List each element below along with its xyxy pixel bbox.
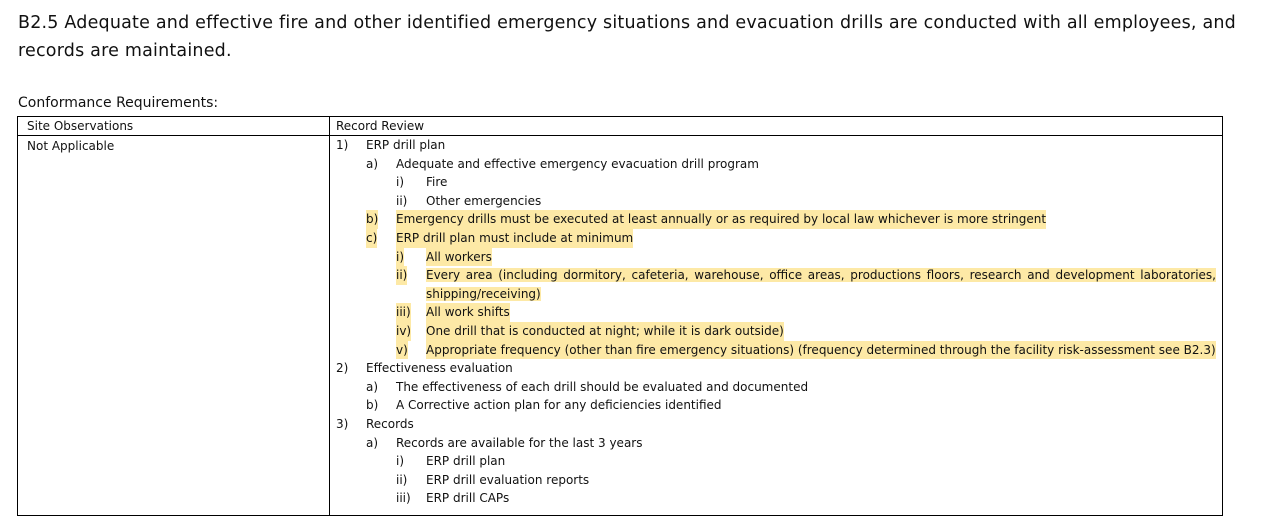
list-marker: ii) <box>396 472 408 487</box>
list-marker: 3) <box>336 416 349 431</box>
list-item <box>336 173 1216 192</box>
list-marker: ii) <box>396 193 408 208</box>
list-marker: 1) <box>336 138 349 152</box>
list-text: A Corrective action plan for any deficiencies identified <box>396 398 722 413</box>
list-text: All workers <box>426 248 492 267</box>
list-marker: iii) <box>396 303 411 322</box>
list-marker: a) <box>366 435 379 450</box>
list-marker: b) <box>366 210 378 229</box>
list-item <box>336 489 1216 508</box>
list-text-content: Every area (including dormitory, cafeteria, warehouse, office areas, productions floors, research and development laboratories, shipping/receiving) <box>426 268 1216 301</box>
list-text: Appropriate frequency (other than fire emergency situations) (frequency determined through the facility risk-assessment see B2.3) <box>426 341 1216 360</box>
list-item <box>336 471 1216 490</box>
list-marker: v) <box>396 341 408 360</box>
list-text: Records are available for the last 3 years <box>396 435 643 450</box>
list-marker: b) <box>366 398 379 413</box>
list-marker: a) <box>366 379 379 394</box>
column-divider <box>329 117 330 515</box>
list-marker: i) <box>396 248 404 267</box>
list-text: Adequate and effective emergency evacuation drill program <box>396 156 759 171</box>
record-review-list <box>336 136 1216 508</box>
list-text: ERP drill plan <box>366 138 446 152</box>
list-text: Records <box>366 416 414 431</box>
list-marker: i) <box>396 175 405 190</box>
site-observations-value: Not Applicable <box>27 139 115 153</box>
list-text: The effectiveness of each drill should be evaluated and documented <box>396 379 809 394</box>
list-marker: 2) <box>336 361 349 376</box>
list-item-highlighted <box>336 266 1216 303</box>
list-item-highlighted <box>336 303 1216 322</box>
list-text: Other emergencies <box>426 193 542 208</box>
list-item-highlighted <box>336 229 1216 248</box>
site-observations-header: Site Observations <box>27 119 134 133</box>
list-item-highlighted <box>336 322 1216 341</box>
list-item <box>336 359 1216 378</box>
list-item <box>336 434 1216 453</box>
list-item <box>336 396 1216 415</box>
list-text: ERP drill plan <box>426 454 506 469</box>
conformance-requirements-title: Conformance Requirements: <box>18 95 219 111</box>
list-text: Effectiveness evaluation <box>366 361 513 376</box>
list-item <box>336 136 1216 155</box>
list-text: One drill that is conducted at night; while it is dark outside) <box>426 322 784 341</box>
list-marker: ii) <box>396 266 407 285</box>
list-marker: i) <box>396 454 405 469</box>
list-marker: c) <box>366 229 377 248</box>
list-item <box>336 415 1216 434</box>
list-item-highlighted <box>336 341 1216 360</box>
list-item-highlighted <box>336 248 1216 267</box>
list-item <box>336 378 1216 397</box>
list-item <box>336 452 1216 471</box>
record-review-header: Record Review <box>336 119 425 133</box>
list-text: Fire <box>426 175 448 190</box>
list-text: ERP drill CAPs <box>426 491 510 506</box>
list-marker: a) <box>366 156 379 171</box>
list-item-highlighted <box>336 210 1216 229</box>
list-text: ERP drill evaluation reports <box>426 472 590 487</box>
list-item <box>336 192 1216 211</box>
list-text: ERP drill plan must include at minimum <box>396 229 633 248</box>
list-text: All work shifts <box>426 303 510 322</box>
list-item <box>336 155 1216 174</box>
list-text: Emergency drills must be executed at least annually or as required by local law whichever is more stringent <box>396 210 1046 229</box>
section-heading: B2.5 Adequate and effective fire and other identified emergency situations and evacuation drills are conducted with all employees, and records are maintained. <box>18 13 1236 61</box>
list-marker: iv) <box>396 322 411 341</box>
conformance-table <box>17 116 1223 516</box>
list-marker: iii) <box>396 491 411 506</box>
list-text <box>426 266 1216 303</box>
